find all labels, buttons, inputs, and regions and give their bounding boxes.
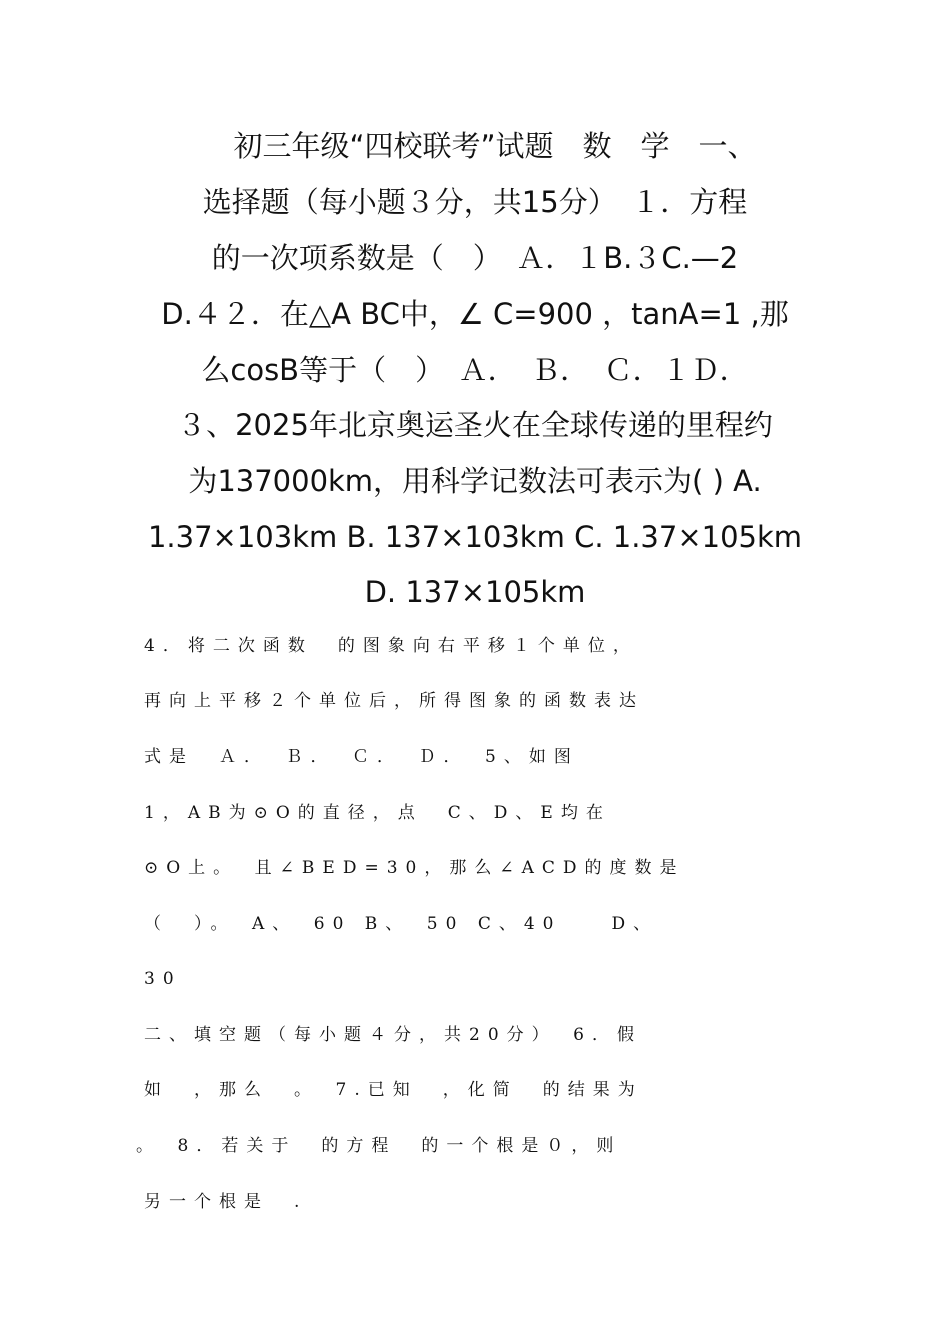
text-line-6: ３、2025年北京奥运圣火在全球传递的里程约	[177, 408, 773, 442]
text-line-7: 为137000km，用科学记数法可表示为( ) A.	[188, 464, 762, 498]
text-line-14: ⊙O上。 且∠BED=30，那么∠ACD的度数是	[144, 858, 685, 878]
text-line-10: 4．将二次函数 的图象向右平移１个单位，	[144, 636, 638, 656]
text-line-16: 30	[144, 969, 182, 989]
text-line-4: D.４２．在△A BC中，∠ C=900 ，tanA=1 ,那	[161, 297, 789, 331]
text-line-3: 的一次项系数是（ ） Ａ．１B.３C.—2	[211, 241, 739, 275]
text-line-5: 么cosB等于（ ） Ａ． Ｂ． Ｃ．１Ｄ．	[201, 353, 749, 387]
text-line-8: 1.37×103km B. 137×103km C. 1.37×105km	[147, 520, 803, 554]
text-line-17: 二、填空题（每小题４分，共20分） 6．假	[144, 1025, 642, 1045]
text-line-18: 如 ，那么 。 7.已知 ，化简 的结果为	[144, 1080, 643, 1100]
text-line-12: 式是 Ａ． Ｂ． Ｃ． Ｄ． 5、如图	[144, 747, 579, 767]
text-line-19: 。 8．若关于 的方程 的一个根是０，则	[136, 1136, 622, 1156]
text-line-20: 另一个根是 .	[144, 1192, 308, 1212]
text-line-9: D. 137×105km	[364, 575, 586, 609]
text-line-15: （ ）。 A、 60 B、 50 C、40 D、	[144, 914, 659, 934]
text-line-11: 再向上平移２个单位后，所得图象的函数表达	[144, 691, 644, 711]
text-line-2: 选择题（每小题３分，共15分） １．方程	[202, 185, 748, 219]
text-line-13: 1，AB为⊙O的直径，点 C、D、E均在	[144, 803, 611, 823]
text-line-1: 初三年级“四校联考”试题 数 学 一、	[233, 129, 757, 163]
